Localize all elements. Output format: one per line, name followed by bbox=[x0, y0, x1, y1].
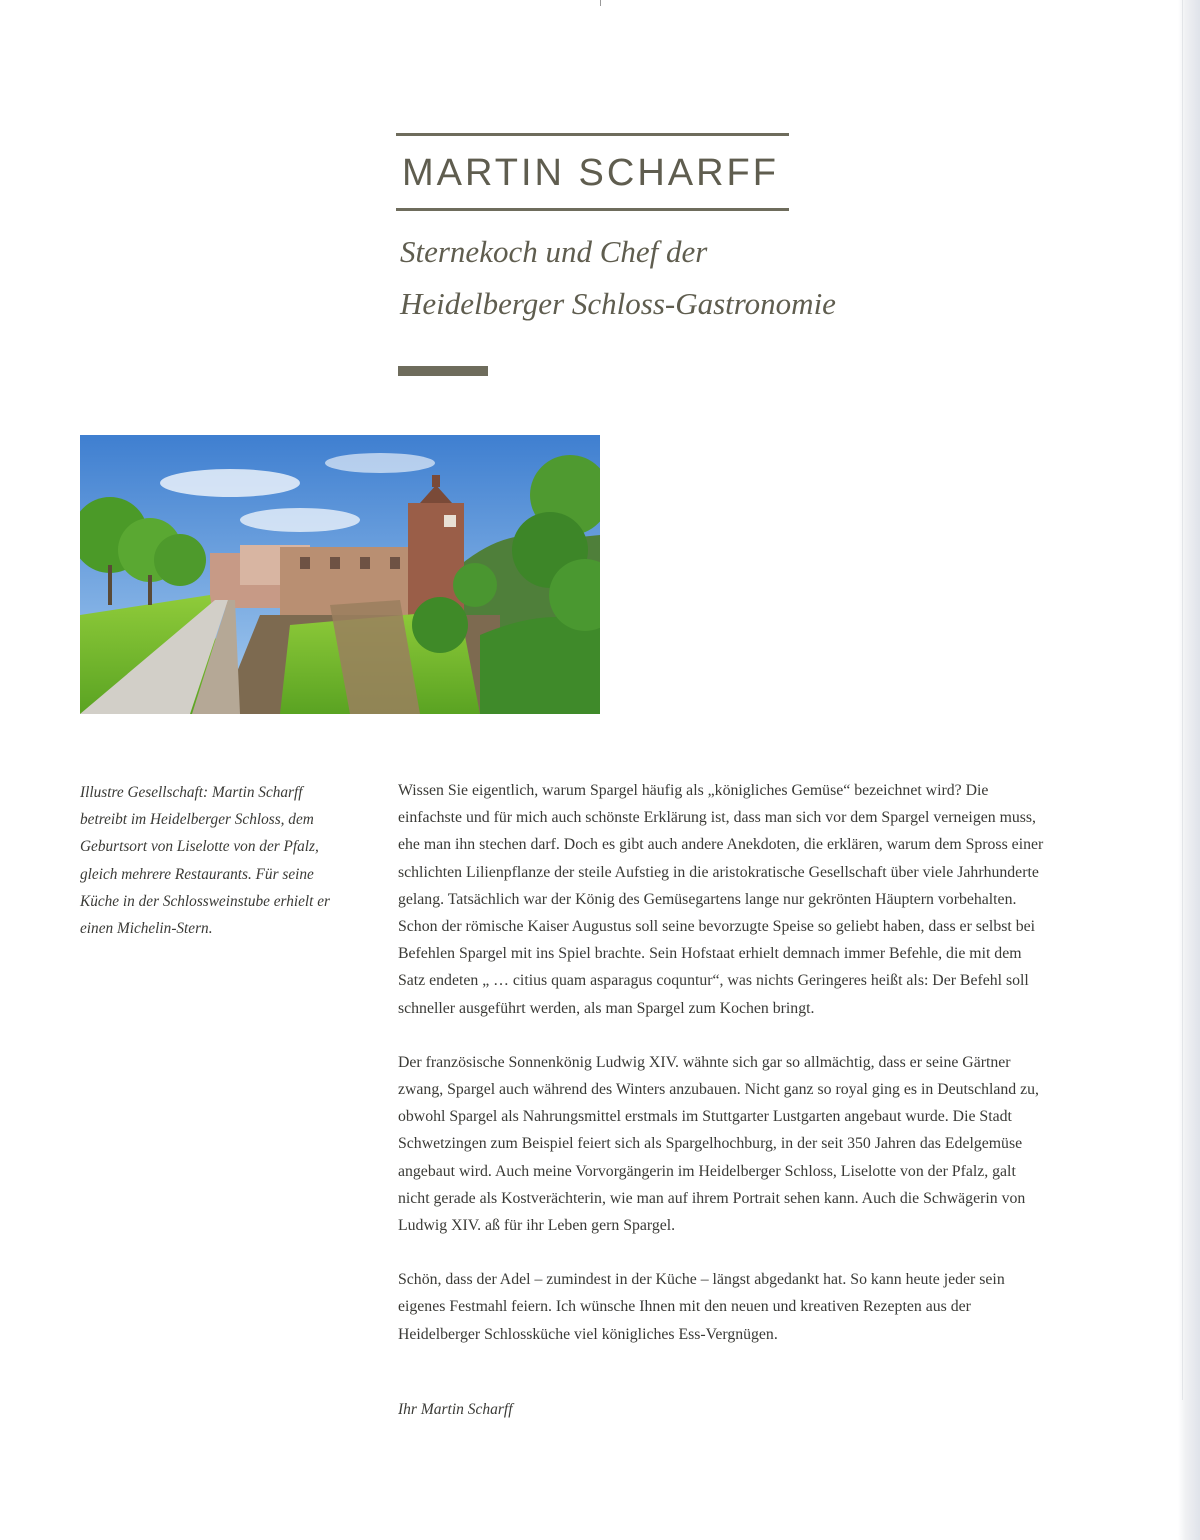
subtitle-line-1: Sternekoch und Chef der bbox=[400, 234, 708, 269]
castle-photo bbox=[80, 435, 600, 714]
paragraph-2: Der französische Sonnenkönig Ludwig XIV. wähnte sich gar so allmächtig, dass er seine Gärtner zwang, Spargel auch während des Winters anzubauen. Nicht ganz so royal ging es in Deutschland zu, obwohl Spargel als Nahrungsmittel erstmals im Stuttgarter Lustgarten angebaut wurde. Die Stadt Schwetzingen zum Beispiel feiert sich als Spargelhochburg, in der seit 350 Jahren das Edelgemüse angebaut wird. Auch meine Vorvorgängerin im Heidelberger Schloss, Liselotte von der Pfalz, galt nicht gerade als Kostverächterin, wie man auf ihrem Portrait sehen kann. Auch die Schwägerin von Ludwig XIV. aß für ihr Leben gern Spargel. bbox=[398, 1053, 1039, 1235]
page-title: MARTIN SCHARFF bbox=[402, 152, 779, 194]
subtitle bbox=[400, 226, 960, 330]
subtitle-line-2: Heidelberger Schloss-Gastronomie bbox=[400, 286, 836, 321]
paragraph-1: Wissen Sie eigentlich, warum Spargel häufig als „königliches Gemüse“ bezeichnet wird? Die einfachste und für mich auch schönste Erklärung ist, dass man sich vor dem Spargel verneigen muss, ehe man ihn stechen darf. Doch es gibt auch andere Anekdoten, die erklären, warum dem Spross einer schlichten Lilienpflanze der steile Aufstieg in die aristokratische Gesellschaft über viele Jahrhunderte gelang. Tatsächlich war der König des Gemüsegartens lange nur gekrönten Häuptern vorbehalten. Schon der römische Kaiser Augustus soll seine bevorzugte Speise so geliebt haben, dass er selbst bei Befehlen Spargel mit ins Spiel brachte. Sein Hofstaat erhielt demnach immer Befehle, die mit dem Satz endeten „ … citius quam asparagus coquntur“, was nichts Geringeres heißt als: Der Befehl soll schneller ausgeführt werden, als man Spargel zum Kochen bringt. bbox=[398, 782, 1044, 1017]
title-block bbox=[396, 133, 789, 211]
accent-bar bbox=[398, 366, 488, 376]
photo-caption: Illustre Gesellschaft: Martin Scharff betreibt im Heidelberger Schloss, dem Geburtsort von Liselotte von der Pfalz, gleich mehrere Restaurants. Für seine Küche in der Schlossweinstube erhielt er einen Michelin-Stern. bbox=[80, 784, 330, 938]
signature: Ihr Martin Scharff bbox=[398, 1401, 513, 1418]
title-rule-bottom bbox=[396, 208, 789, 211]
body-text bbox=[398, 777, 1048, 1375]
paragraph-3: Schön, dass der Adel – zumindest in der Küche – längst abgedankt hat. So kann heute jeder sein eigenes Festmahl feiern. Ich wünsche Ihnen mit den neuen und kreativen Rezepten aus der Heidelberger Schlossküche viel königliches Ess-Vergnügen. bbox=[398, 1271, 1005, 1343]
page-top-mark bbox=[600, 0, 601, 6]
page-edge-shadow bbox=[1178, 0, 1200, 1540]
